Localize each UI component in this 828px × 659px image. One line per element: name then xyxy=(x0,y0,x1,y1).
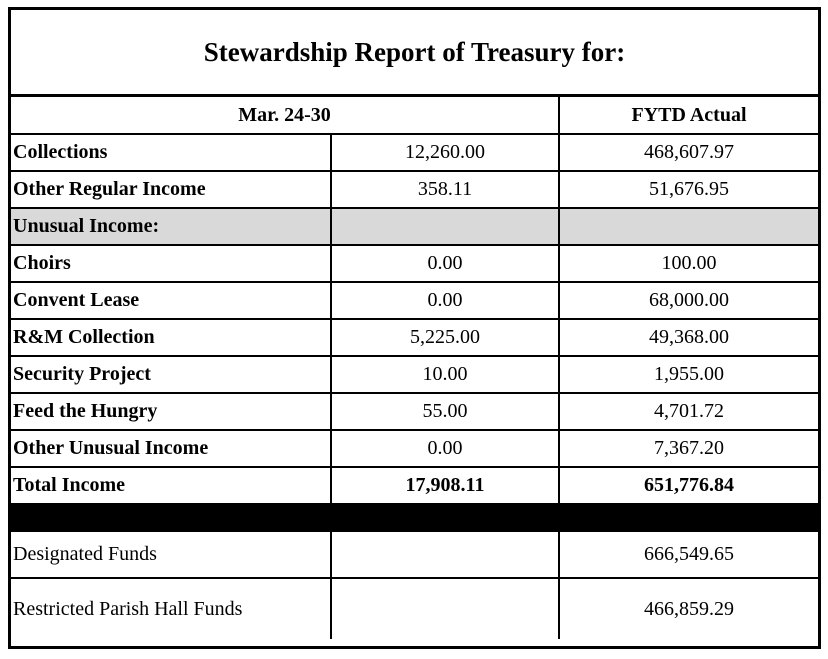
row-label: Designated Funds xyxy=(11,531,331,578)
treasury-table xyxy=(11,97,818,639)
table-header-row xyxy=(11,97,818,134)
row-fytd-value: 7,367.20 xyxy=(559,430,818,467)
row-label: Choirs xyxy=(11,245,331,282)
row-label: Other Unusual Income xyxy=(11,430,331,467)
report-title-box xyxy=(11,10,818,97)
table-row-collections xyxy=(11,134,818,171)
table-row-unusual-income-section xyxy=(11,208,818,245)
row-fytd-value: 466,859.29 xyxy=(559,578,818,639)
treasury-report-frame xyxy=(8,7,821,649)
row-label: Security Project xyxy=(11,356,331,393)
row-fytd-value: 1,955.00 xyxy=(559,356,818,393)
table-row-feed-the-hungry xyxy=(11,393,818,430)
fytd-header: FYTD Actual xyxy=(559,97,818,134)
table-row-designated-funds xyxy=(11,531,818,578)
black-separator-band xyxy=(11,504,818,531)
table-row-restricted-parish-hall-funds xyxy=(11,578,818,639)
row-fytd-value: 51,676.95 xyxy=(559,171,818,208)
row-week-value: 12,260.00 xyxy=(331,134,559,171)
row-fytd-value: 468,607.97 xyxy=(559,134,818,171)
row-week-value xyxy=(331,578,559,639)
total-week-value: 17,908.11 xyxy=(331,467,559,504)
table-row-security-project xyxy=(11,356,818,393)
row-week-value: 0.00 xyxy=(331,430,559,467)
total-fytd-value: 651,776.84 xyxy=(559,467,818,504)
row-label: Restricted Parish Hall Funds xyxy=(11,578,331,639)
row-label: R&M Collection xyxy=(11,319,331,356)
table-row-convent-lease xyxy=(11,282,818,319)
report-title: Stewardship Report of Treasury for: xyxy=(203,36,626,67)
row-fytd-value xyxy=(559,208,818,245)
table-row-other-regular-income xyxy=(11,171,818,208)
table-row-other-unusual-income xyxy=(11,430,818,467)
row-fytd-value: 666,549.65 xyxy=(559,531,818,578)
row-fytd-value: 100.00 xyxy=(559,245,818,282)
section-row-label: Unusual Income: xyxy=(11,208,331,245)
table-row-rm-collection xyxy=(11,319,818,356)
row-label: Convent Lease xyxy=(11,282,331,319)
row-fytd-value: 49,368.00 xyxy=(559,319,818,356)
row-week-value: 358.11 xyxy=(331,171,559,208)
row-week-value: 55.00 xyxy=(331,393,559,430)
row-week-value xyxy=(331,531,559,578)
row-week-value: 10.00 xyxy=(331,356,559,393)
row-week-value: 0.00 xyxy=(331,245,559,282)
separator-band-cell xyxy=(11,504,818,531)
row-fytd-value: 4,701.72 xyxy=(559,393,818,430)
row-week-value: 5,225.00 xyxy=(331,319,559,356)
row-label: Other Regular Income xyxy=(11,171,331,208)
table-row-choirs xyxy=(11,245,818,282)
period-header: Mar. 24-30 xyxy=(11,97,559,134)
row-label: Feed the Hungry xyxy=(11,393,331,430)
total-row-label: Total Income xyxy=(11,467,331,504)
row-week-value xyxy=(331,208,559,245)
table-row-total-income xyxy=(11,467,818,504)
row-label: Collections xyxy=(11,134,331,171)
row-fytd-value: 68,000.00 xyxy=(559,282,818,319)
row-week-value: 0.00 xyxy=(331,282,559,319)
